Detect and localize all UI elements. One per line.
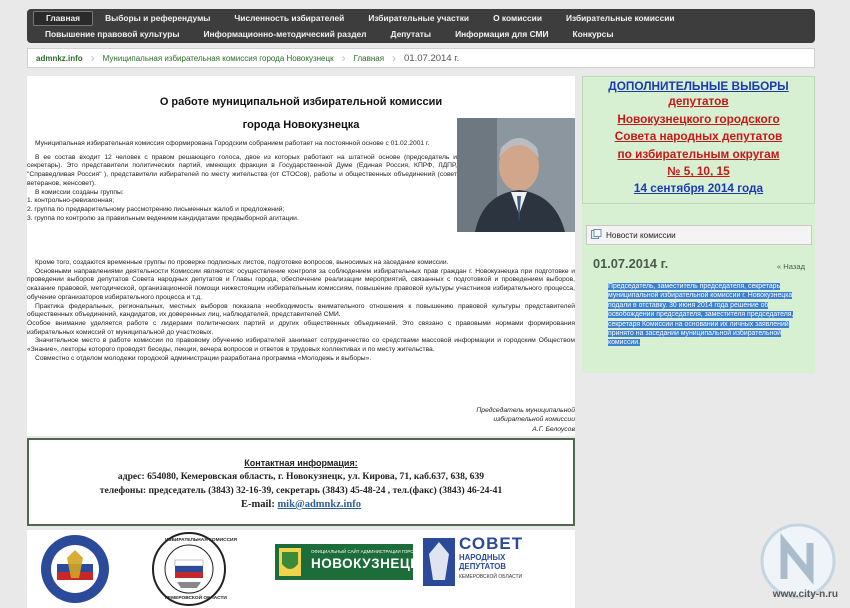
main-navigation bbox=[27, 9, 815, 43]
nav-item-commissions[interactable]: Избирательные комиссии bbox=[565, 13, 675, 23]
nav-item-contests[interactable]: Конкурсы bbox=[572, 29, 614, 39]
email-link[interactable]: mik@admnkz.info bbox=[277, 499, 362, 510]
list-item: 3. группа по контролю за правильным ведением кандидатами предвыборной агитации. bbox=[27, 214, 299, 222]
back-link[interactable]: « Назад bbox=[776, 262, 805, 271]
paragraph: В ее состав входит 12 человек с правом решающего голоса, двое из которых работают на штатной основе (председатель и секретарь). Это представители политических партий, имеющих фракции в Государственной Думе (Единая Россия, КПРФ, ЛДПР, "Справедливая Россия" ), представители избирателей по месту жительства (от СТОСов), работы и общественных объединений (совет ветеранов, женсовет). bbox=[27, 153, 457, 187]
announcement-line: по избирательным округам bbox=[617, 146, 780, 161]
contact-box bbox=[27, 438, 575, 526]
signature-line: Председатель муниципальной bbox=[476, 407, 575, 414]
contact-email-row bbox=[29, 499, 573, 510]
paragraph: Значительное место в работе комиссии по правовому обучению избирателей занимает сотрудничество со средствами массовой информации и городским Обществом «Знание», лекторы которого проводят беседы, лекции, вечера вопросов и ответов в трудовых коллективах и по месту жительства. bbox=[27, 337, 575, 354]
nav-item-elections[interactable]: Выборы и референдумы bbox=[105, 13, 211, 23]
announcement-title[interactable]: ДОПОЛНИТЕЛЬНЫЕ ВЫБОРЫ bbox=[608, 79, 789, 93]
ikko-logo[interactable] bbox=[153, 533, 225, 605]
news-text bbox=[608, 282, 798, 348]
nav-item-about[interactable]: О комиссии bbox=[493, 13, 542, 23]
article-intro bbox=[27, 140, 457, 223]
nav-item-polling-stations[interactable]: Избирательные участки bbox=[368, 13, 470, 23]
announcement-line: № 5, 10, 15 bbox=[667, 164, 730, 179]
nav-item-deputies[interactable]: Депутаты bbox=[390, 29, 432, 39]
announcement-line: Новокузнецкого городского bbox=[617, 111, 780, 126]
cik-logo[interactable] bbox=[41, 535, 109, 603]
nav-row-2 bbox=[33, 27, 809, 42]
nav-item-home[interactable]: Главная bbox=[33, 11, 93, 26]
ikko-logo-text-bottom: КЕМЕРОВСКОЙ ОБЛАСТИ bbox=[165, 596, 227, 601]
contact-address: адрес: 654080, Кемеровская область, г. Новокузнецк, ул. Кирова, 71, каб.637, 638, 639 bbox=[117, 471, 485, 482]
nav-item-media[interactable]: Информация для СМИ bbox=[455, 29, 549, 39]
admin-logo-big-text: НОВОКУЗНЕЦК bbox=[311, 556, 419, 571]
chevron-right-icon: › bbox=[341, 51, 346, 65]
partner-logos bbox=[27, 530, 575, 608]
admin-logo-small-text: ОФИЦИАЛЬНЫЙ САЙТ АДМИНИСТРАЦИИ ГОРОДА bbox=[311, 549, 420, 554]
breadcrumb-current: 01.07.2014 г. bbox=[404, 52, 460, 64]
breadcrumb-section[interactable]: Муниципальная избирательная комиссия города Новокузнецк bbox=[102, 53, 334, 63]
election-announcement[interactable] bbox=[582, 76, 815, 204]
paragraph: Муниципальная избирательная комиссия сформирована Городским собранием работает на постоянной основе с 01.02.2001 г. bbox=[35, 140, 430, 147]
news-header bbox=[586, 225, 812, 245]
paragraph: Основными направлениями деятельности Комиссии являются: осуществление контроля за соблюдением избирательных прав граждан г. Новокузнецка при подготовке и проведении выборов депутатов Совета народных депутатов и Главы города, обеспечение реализации мероприятий, связанных с подготовкой и проведением выборов, оказание правовой, методической, организационной помощи нижестоящим избирательным комиссиям, повышение правовой культуры участников избирательного процесса, обучение организаторов избирательного процесса и т.д. bbox=[27, 267, 575, 301]
paragraph: В комиссии созданы группы: bbox=[35, 188, 124, 196]
paragraph: Кроме того, создаются временные группы по проверке подписных листов, подготовке вопросов, выносимых на заседание комиссии. bbox=[35, 259, 449, 266]
signature-line: избирательной комиссии bbox=[493, 416, 575, 424]
article-subtitle: города Новокузнецка bbox=[242, 119, 360, 131]
list-item: 2. группа по предварительному рассмотрению письменных жалоб и предложений; bbox=[27, 205, 285, 213]
watermark-url: www.city-n.ru bbox=[772, 589, 838, 600]
selected-text[interactable]: Председатель, заместитель председателя, секретарь муниципальной избирательной комиссии г. Новокузнецка подали в отставку. 30 июня 2014 года решение об освобождении председателя, заместителя председателя, секретаря Комиссии на основании их личных заявлений принято на заседании муниципальной избирательной комиссии. bbox=[608, 283, 794, 347]
paragraph: Особое внимание уделяется работе с лидерами политических партий и других общественных объединений. Это связано с правовыми нормами формирования избирательных комиссий от муниципальной до участковых. bbox=[27, 319, 575, 336]
ikko-logo-text-top: ИЗБИРАТЕЛЬНАЯ КОМИССИЯ bbox=[165, 538, 237, 543]
nav-row-1 bbox=[33, 11, 809, 26]
chevron-right-icon: › bbox=[90, 51, 95, 65]
contact-heading: Контактная информация: bbox=[244, 458, 358, 468]
list-item: 1. контрольно-ревизионная; bbox=[27, 197, 115, 205]
signature-name: А.Г. Белоусов bbox=[532, 425, 575, 433]
breadcrumb-site[interactable]: admnkz.info bbox=[36, 53, 83, 63]
sovet-logo-title: СОВЕТ bbox=[459, 534, 524, 553]
article-body bbox=[27, 259, 575, 363]
contact-phones: телефоны: председатель (3843) 32-16-39, секретарь (3843) 45-48-24 , тел.(факс) (3843) 46-24-41 bbox=[99, 485, 503, 496]
document-icon bbox=[591, 229, 602, 241]
paragraph: Совместно с отделом молодежи городской администрации разработана программа «Молодежь и выборы». bbox=[35, 354, 372, 362]
chairman-photo bbox=[457, 118, 575, 232]
article-title: О работе муниципальной избирательной комиссии bbox=[159, 96, 443, 108]
announcement-line: депутатов bbox=[668, 94, 729, 108]
breadcrumb bbox=[27, 48, 815, 68]
sovet-logo[interactable] bbox=[423, 538, 455, 586]
email-label: E-mail: bbox=[240, 499, 275, 510]
news-date: 01.07.2014 г. bbox=[593, 256, 669, 271]
article bbox=[27, 76, 575, 436]
sovet-logo-region: КЕМЕРОВСКОЙ ОБЛАСТИ bbox=[459, 574, 523, 580]
announcement-line: Совета народных депутатов bbox=[614, 129, 783, 144]
signature bbox=[476, 406, 575, 434]
announcement-date: 14 сентября 2014 года bbox=[633, 180, 764, 195]
paragraph: Практика федеральных, региональных, местных выборов показала необходимость внимательного отношения к повышению правовой культуры представителей общественных объединений, кандидатов, их доверенных лиц, наблюдателей, представителей СМИ. bbox=[27, 302, 575, 319]
chevron-right-icon: › bbox=[392, 51, 397, 65]
nav-item-methodical[interactable]: Информационно-методический раздел bbox=[203, 29, 367, 39]
sovet-logo-subtitle: НАРОДНЫХ ДЕПУТАТОВ bbox=[459, 553, 506, 571]
nav-item-voter-count[interactable]: Численность избирателей bbox=[234, 13, 345, 23]
news-heading: Новости комиссии bbox=[606, 230, 676, 240]
breadcrumb-page[interactable]: Главная bbox=[353, 53, 385, 63]
nav-item-legal-culture[interactable]: Повышение правовой культуры bbox=[45, 29, 180, 39]
